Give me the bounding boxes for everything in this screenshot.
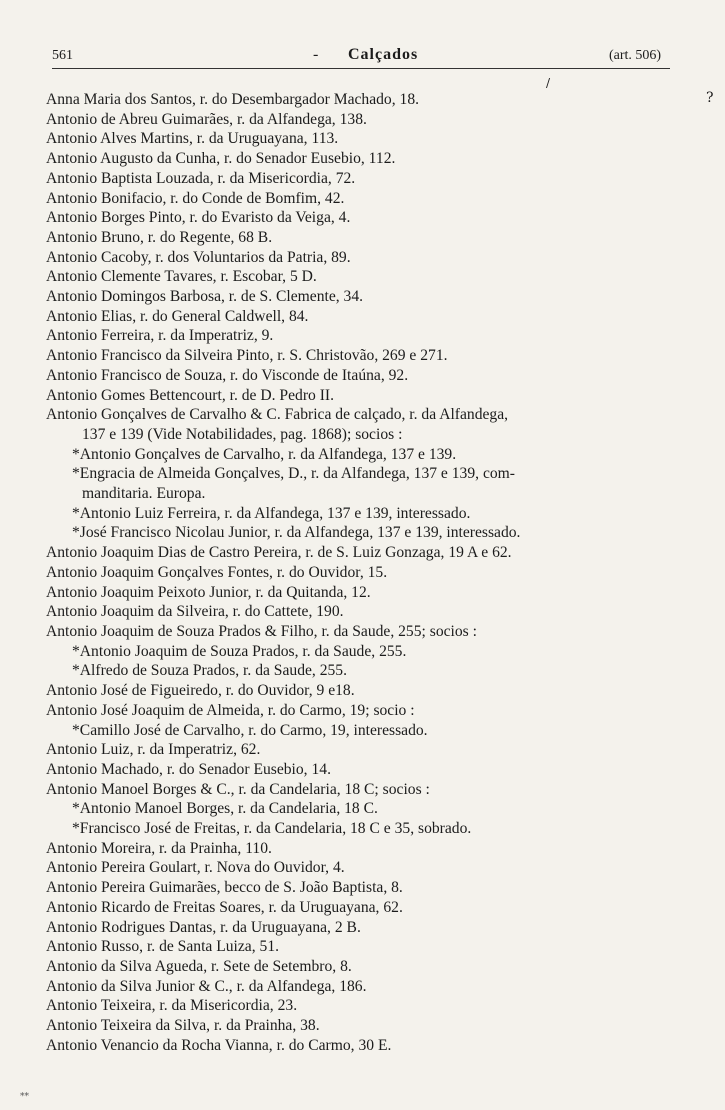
side-mark: ? xyxy=(706,90,714,106)
partner-line: *Antonio Joaquim de Souza Prados, r. da Saude, 255. xyxy=(72,642,407,660)
entry-line: Antonio Gonçalves de Carvalho & C. Fabrica de calçado, r. da Alfandega, xyxy=(46,406,509,424)
article-reference: (art. 506) xyxy=(609,48,662,63)
entry-line: Antonio Moreira, r. da Prainha, 110. xyxy=(46,839,272,857)
entry-line: Antonio Luiz, r. da Imperatriz, 62. xyxy=(46,741,261,759)
entry-line: Antonio Elias, r. do General Caldwell, 84. xyxy=(46,307,309,325)
entry-line: Antonio Baptista Louzada, r. da Misericordia, 72. xyxy=(46,169,356,187)
entry-line: Antonio da Silva Junior & C., r. da Alfandega, 186. xyxy=(46,977,367,995)
entry-line: Antonio Joaquim da Silveira, r. do Cattete, 190. xyxy=(46,603,344,621)
footer-mark: ** xyxy=(20,1092,29,1102)
entry-line: Antonio Teixeira, r. da Misericordia, 23. xyxy=(46,997,298,1015)
entry-line: Antonio Joaquim de Souza Prados & Filho, r. da Saude, 255; socios : xyxy=(46,622,477,640)
entry-line: Antonio Alves Martins, r. da Uruguayana, 113. xyxy=(46,130,339,148)
entry-line: Antonio Joaquim Dias de Castro Pereira, r. de S. Luiz Gonzaga, 19 A e 62. xyxy=(46,544,512,562)
entry-continuation: manditaria. Europa. xyxy=(82,485,206,503)
entry-line: Antonio José de Figueiredo, r. do Ouvidor, 9 e18. xyxy=(46,682,355,700)
entry-line: Antonio José Joaquim de Almeida, r. do Carmo, 19; socio : xyxy=(46,701,415,719)
margin-mark: / xyxy=(546,76,551,90)
entry-line: Antonio Teixeira da Silva, r. da Prainha, 38. xyxy=(46,1017,320,1035)
entry-line: Antonio Bonifacio, r. do Conde de Bomfim, 42. xyxy=(46,189,345,207)
entry-continuation: 137 e 139 (Vide Notabilidades, pag. 1868); socios : xyxy=(82,425,403,443)
entry-line: Antonio Machado, r. do Senador Eusebio, 14. xyxy=(46,760,331,778)
entry-line: Antonio Venancio da Rocha Vianna, r. do Carmo, 30 E. xyxy=(46,1036,392,1054)
entry-line: Antonio da Silva Agueda, r. Sete de Setembro, 8. xyxy=(46,957,352,975)
partner-line: *Camillo José de Carvalho, r. do Carmo, 19, interessado. xyxy=(72,721,428,739)
header-rule xyxy=(52,68,670,69)
partner-line: *Antonio Manoel Borges, r. da Candelaria, 18 C. xyxy=(72,800,378,818)
partner-line: *Antonio Gonçalves de Carvalho, r. da Alfandega, 137 e 139. xyxy=(72,445,457,463)
entry-line: Antonio Augusto da Cunha, r. do Senador Eusebio, 112. xyxy=(46,150,396,168)
entry-line: Antonio Russo, r. de Santa Luiza, 51. xyxy=(46,938,280,956)
partner-line: *José Francisco Nicolau Junior, r. da Alfandega, 137 e 139, interessado. xyxy=(72,524,521,542)
entry-line: Antonio Francisco da Silveira Pinto, r. S. Christovão, 269 e 271. xyxy=(46,347,448,365)
entry-line: Anna Maria dos Santos, r. do Desembargador Machado, 18. xyxy=(46,91,420,108)
entry-line: Antonio Joaquim Gonçalves Fontes, r. do Ouvidor, 15. xyxy=(46,563,388,581)
entry-line: Antonio Cacoby, r. dos Voluntarios da Patria, 89. xyxy=(46,248,351,266)
entry-line: Antonio de Abreu Guimarães, r. da Alfandega, 138. xyxy=(46,110,367,128)
partner-line: *Alfredo de Souza Prados, r. da Saude, 255. xyxy=(72,662,347,680)
entry-line: Antonio Pereira Guimarães, becco de S. João Baptista, 8. xyxy=(46,879,403,897)
entry-line: Antonio Bruno, r. do Regente, 68 B. xyxy=(46,228,273,246)
entry-line: Antonio Borges Pinto, r. do Evaristo da Veiga, 4. xyxy=(46,209,351,227)
entry-line: Antonio Domingos Barbosa, r. de S. Clemente, 34. xyxy=(46,288,364,306)
header-dash: - xyxy=(313,46,319,63)
entry-line: Antonio Rodrigues Dantas, r. da Uruguayana, 2 B. xyxy=(46,918,361,936)
partner-line: *Francisco José de Freitas, r. da Candelaria, 18 C e 35, sobrado. xyxy=(72,820,472,838)
page-header xyxy=(36,46,676,74)
entry-line: Antonio Gomes Bettencourt, r. de D. Pedro II. xyxy=(46,386,334,404)
entry-list xyxy=(46,90,681,1055)
partner-line: *Antonio Luiz Ferreira, r. da Alfandega, 137 e 139, interessado. xyxy=(72,504,471,522)
entry-line: Antonio Francisco de Souza, r. do Visconde de Itaúna, 92. xyxy=(46,366,409,384)
page-number: 561 xyxy=(52,48,73,63)
entry-line: Antonio Ferreira, r. da Imperatriz, 9. xyxy=(46,327,274,345)
entry-line: Antonio Manoel Borges & C., r. da Candelaria, 18 C; socios : xyxy=(46,780,430,798)
entry-line: Antonio Ricardo de Freitas Soares, r. da Uruguayana, 62. xyxy=(46,898,403,916)
section-title: Calçados xyxy=(348,46,419,63)
entry-line: Antonio Joaquim Peixoto Junior, r. da Quitanda, 12. xyxy=(46,583,371,601)
partner-line: *Engracia de Almeida Gonçalves, D., r. da Alfandega, 137 e 139, com- xyxy=(72,465,515,483)
entry-line: Antonio Pereira Goulart, r. Nova do Ouvidor, 4. xyxy=(46,859,345,877)
entry-line: Antonio Clemente Tavares, r. Escobar, 5 D. xyxy=(46,268,317,286)
